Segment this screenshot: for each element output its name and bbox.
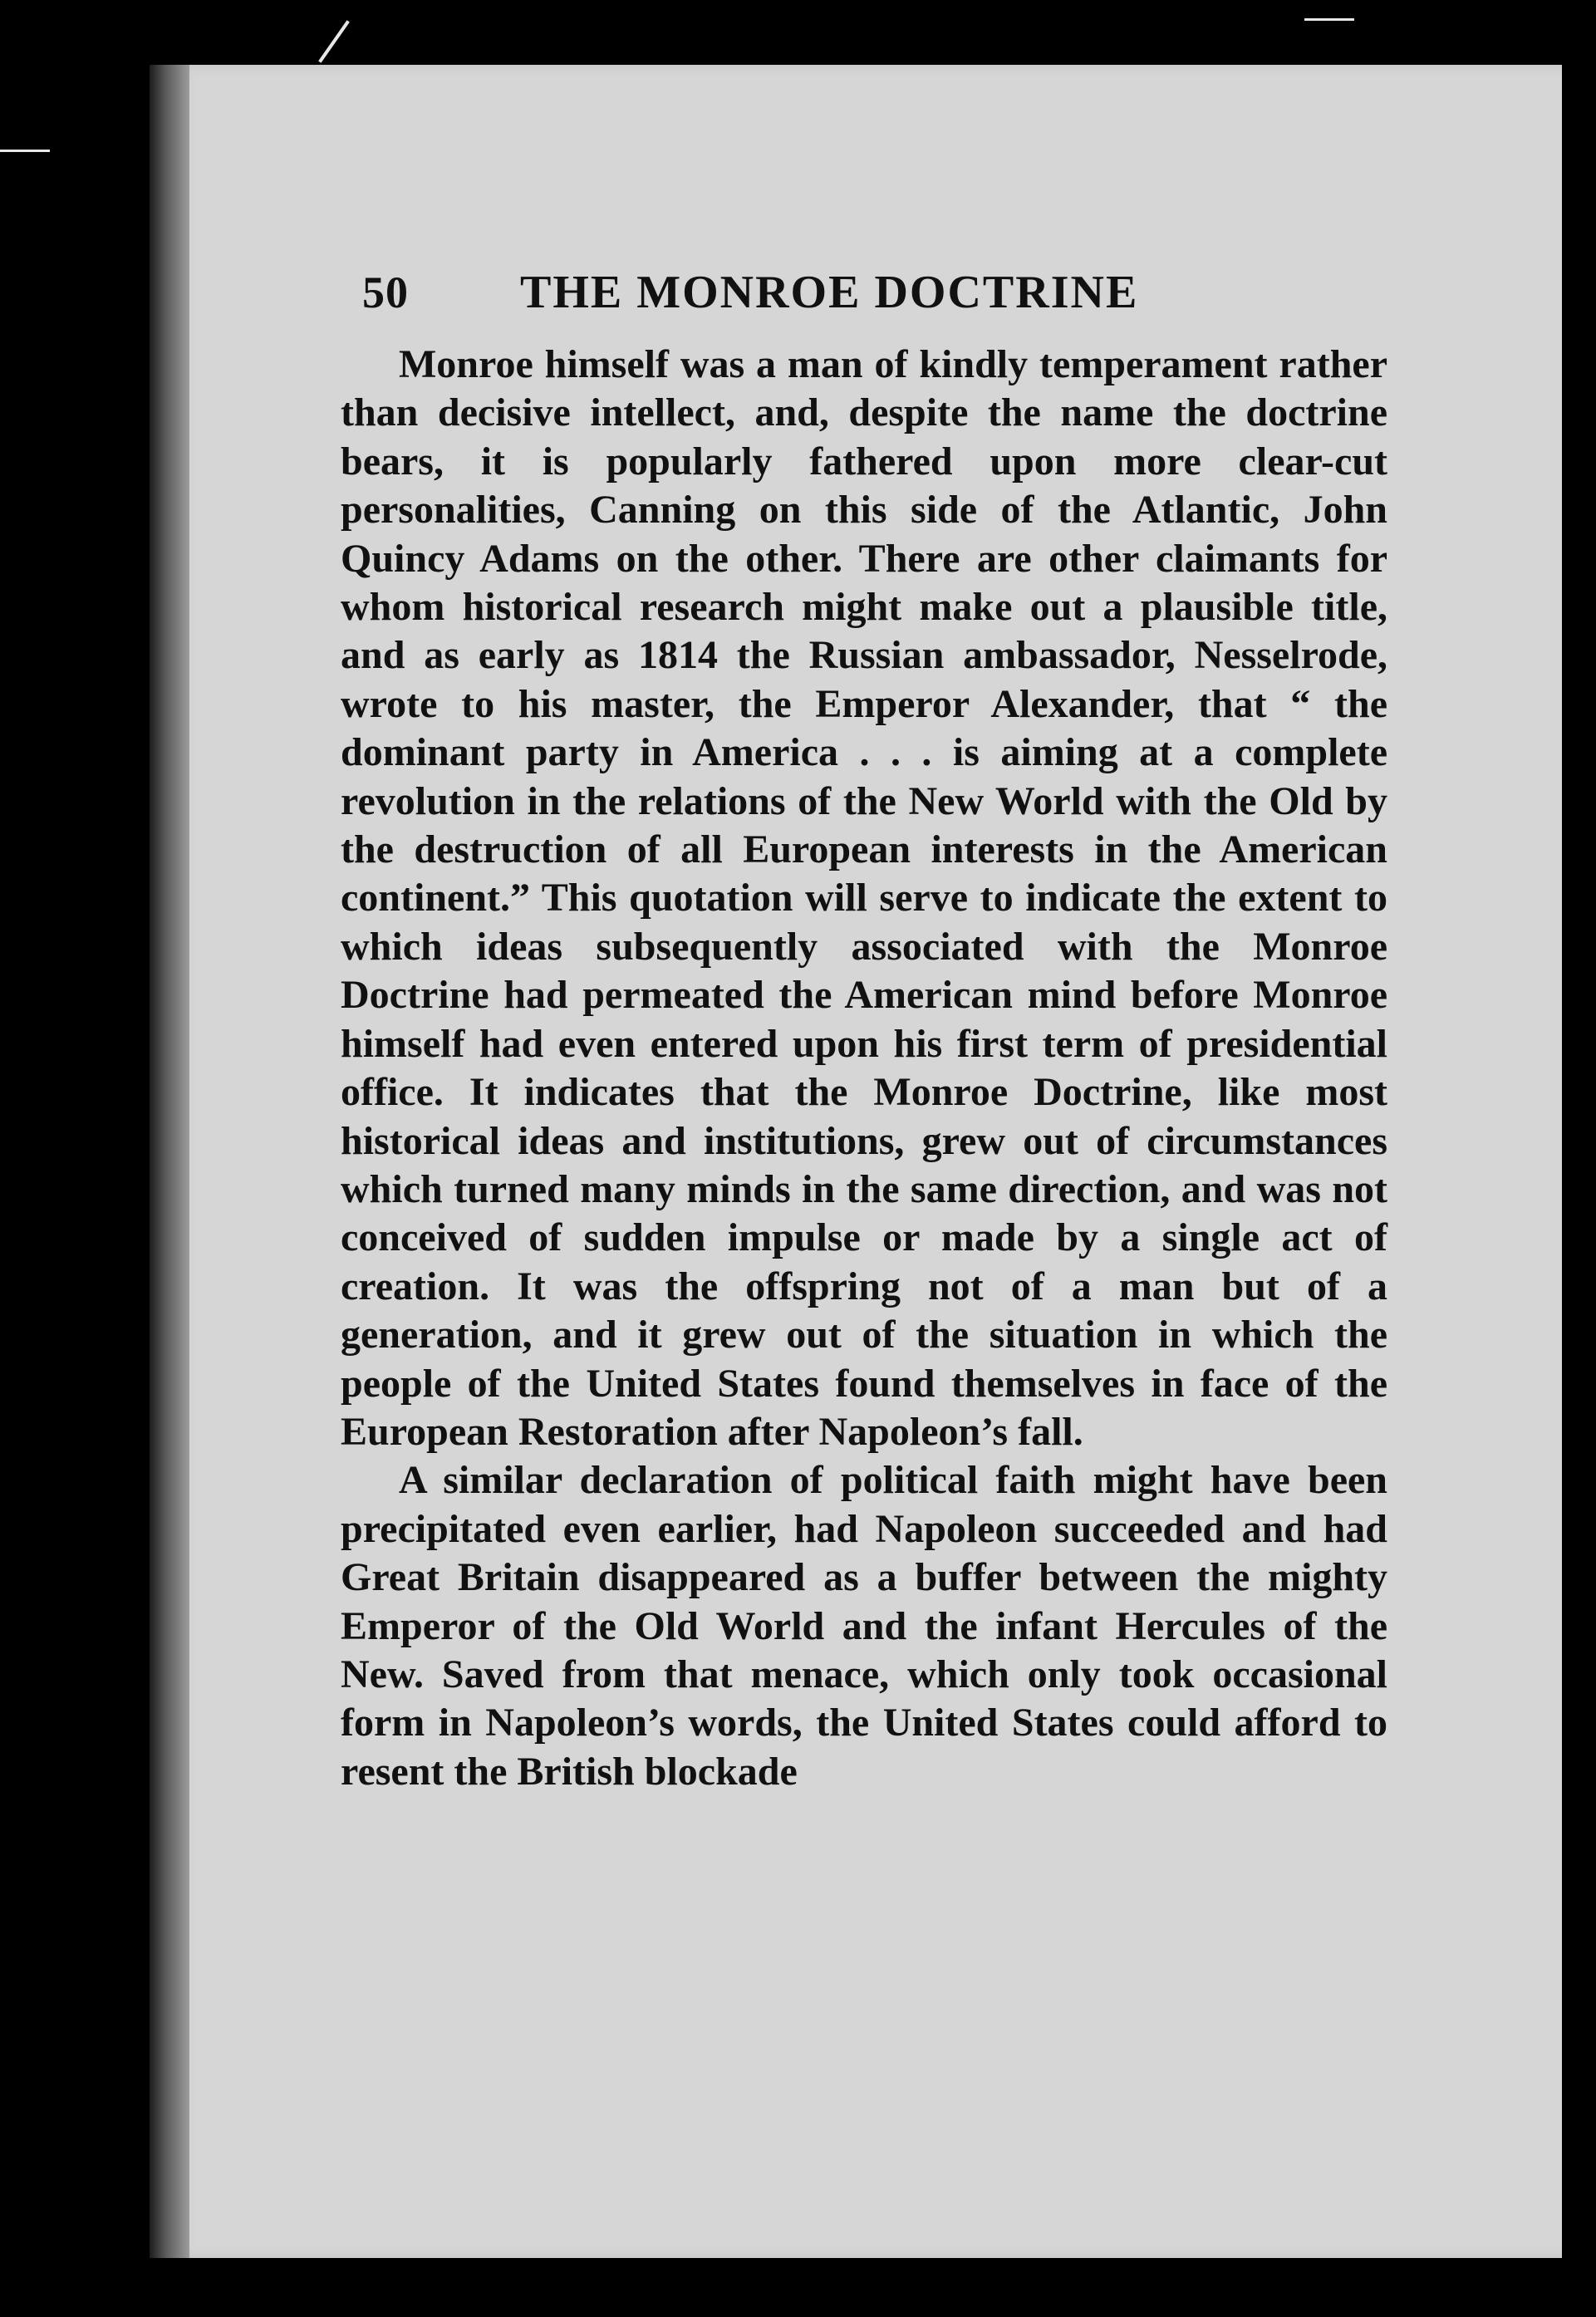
paragraph: A similar declaration of political faith might have been precipitated even earlier, had Napoleon succeeded and had Great Britain disappeared as a buffer between the mighty Emperor of the Old World and the infant Hercules of the New. Saved from that menace, which only took occasional form in Napoleon’s words, the United States could afford to resent the British blockade <box>341 1458 1387 1794</box>
scan-artifact <box>1304 18 1354 21</box>
page-number: 50 <box>362 268 409 317</box>
running-head <box>362 266 1387 319</box>
scan-artifact <box>318 20 350 62</box>
page-text <box>341 266 1387 1796</box>
paragraph: Monroe himself was a man of kindly temperament rather than decisive intellect, and, despite the name the doctrine bears, it is popularly fathered upon more clear-cut personalities, Canning on this side of the Atlantic, John Quincy Adams on the other. There are other claimants for whom historical research might make out a plausible title, and as early as 1814 the Russian ambassador, Nesselrode, wrote to his master, the Emperor Alexander, that “ the dominant party in America . . . is aiming at a complete revolution in the relations of the New World with the Old by the destruction of all European interests in the American continent.” This quotation will serve to indicate the extent to which ideas subsequently associated with the Monroe Doctrine had permeated the American mind before Monroe himself had even entered upon his first term of presidential office. It indicates that the Monroe Doctrine, like most historical ideas and institutions, grew out of circumstances which turned many minds in the same direction, and was not conceived of sudden impulse or made by a single act of creation. It was the offspring not of a man but of a generation, and it grew out of the situation in which the people of the United States found themselves in face of the European Restoration after Napoleon’s fall. <box>341 342 1387 1454</box>
scan-artifact <box>0 150 50 152</box>
page-gutter-shadow <box>150 65 189 2258</box>
running-title: THE MONROE DOCTRINE <box>520 267 1139 318</box>
